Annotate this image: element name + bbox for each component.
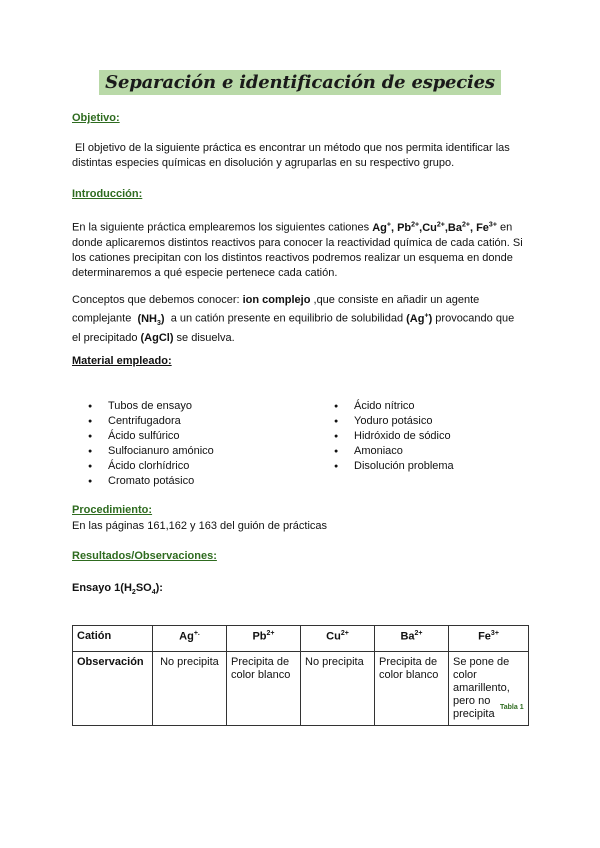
material-list-right bbox=[318, 399, 548, 474]
cation-fe-charge: 3+ bbox=[488, 221, 497, 228]
conceptos-line-2 bbox=[72, 308, 532, 331]
intro-line-2: donde aplicaremos distintos reactivos para conocer la reactividad química de cada catión. Si bbox=[72, 236, 523, 249]
row-label-observacion: Observación bbox=[73, 652, 153, 726]
list-item: ● Ácido clorhídrico bbox=[72, 459, 302, 474]
list-item: ● Yoduro potásico bbox=[318, 414, 548, 429]
objetivo-line-1: El objetivo de la siguiente práctica es encontrar un método que nos permita identificar las bbox=[72, 142, 510, 154]
conceptos-line-3-pre: el precipitado bbox=[72, 331, 141, 344]
table-caption: Tabla 1 bbox=[500, 704, 524, 711]
cation-cu-charge: 2+ bbox=[436, 221, 445, 228]
intro-line-1-pre: En la siguiente práctica emplearemos los siguientes cationes bbox=[72, 221, 373, 234]
conceptos-line-1-pre: Conceptos que debemos conocer: bbox=[72, 294, 243, 306]
cation-ag: Ag bbox=[372, 221, 387, 234]
conceptos-line-3-post: se disuelva. bbox=[173, 331, 235, 344]
header-fe-charge: 3+ bbox=[490, 630, 499, 637]
list-item: ● Tubos de ensayo bbox=[72, 399, 302, 414]
header-pb-charge: 2+ bbox=[266, 630, 275, 637]
header-fe bbox=[449, 626, 529, 652]
list-item: ● Disolución problema bbox=[318, 459, 548, 474]
material-list-left bbox=[72, 399, 302, 489]
objetivo-text bbox=[72, 141, 532, 171]
list-item: ● Amoniaco bbox=[318, 444, 548, 459]
header-ba-charge: 2+ bbox=[414, 630, 423, 637]
nh3-open: (NH bbox=[137, 312, 157, 325]
title-wrap bbox=[0, 70, 600, 95]
intro-line-4: determinaremos a qué especie pertenece cada catión. bbox=[72, 266, 338, 279]
conceptos-line-2-end: provocando que bbox=[432, 312, 515, 325]
ensayo1-sub-1: 2 bbox=[131, 589, 136, 597]
cation-ba-charge: 2+ bbox=[461, 221, 470, 228]
conceptos-line-1-post: ,que consiste en añadir un agente bbox=[310, 294, 480, 306]
ag-open: (Ag bbox=[406, 312, 425, 325]
header-cu-charge: 2+ bbox=[340, 630, 349, 637]
list-item: ● Hidróxido de sódico bbox=[318, 429, 548, 444]
cell-pb: Precipita de color blanco bbox=[227, 652, 301, 726]
resultados-heading: Resultados/Observaciones: bbox=[72, 550, 217, 562]
ag-close: ) bbox=[428, 312, 433, 325]
material-heading: Material empleado: bbox=[72, 355, 172, 367]
objetivo-heading: Objetivo: bbox=[72, 112, 120, 124]
cell-fe: Se pone de color amarillento, pero no precipita bbox=[449, 652, 529, 726]
conceptos-line-1 bbox=[72, 293, 532, 308]
table-header-row bbox=[73, 626, 529, 652]
intro-line-1 bbox=[72, 217, 532, 236]
header-ag bbox=[153, 626, 227, 652]
header-cu-symbol: Cu bbox=[326, 630, 341, 643]
cation-pb: , Pb bbox=[390, 221, 412, 234]
list-item: ● Cromato potásico bbox=[72, 474, 302, 489]
ensayo1-sub-2: 4 bbox=[151, 589, 156, 597]
objetivo-line-2: distintas especies químicas en disolución y agruparlas en su respectivo grupo. bbox=[72, 157, 455, 169]
introduccion-heading: Introducción: bbox=[72, 188, 143, 200]
intro-line-1-post: en bbox=[496, 221, 513, 234]
procedimiento-heading: Procedimiento: bbox=[72, 504, 153, 516]
ensayo1-heading-pre: Ensayo 1(H bbox=[72, 582, 132, 594]
header-cation: Catión bbox=[73, 626, 153, 652]
header-ba-symbol: Ba bbox=[400, 630, 415, 643]
procedimiento-text: En las páginas 161,162 y 163 del guión de prácticas bbox=[72, 520, 328, 532]
cation-ag-charge: + bbox=[386, 221, 391, 228]
header-pb bbox=[227, 626, 301, 652]
cell-cu: No precipita bbox=[301, 652, 375, 726]
table-row bbox=[73, 652, 529, 726]
cell-ba: Precipita de color blanco bbox=[375, 652, 449, 726]
header-ag-symbol: Ag bbox=[179, 630, 194, 643]
page-title: Separación e identificación de especies bbox=[99, 70, 501, 95]
ag-sup: + bbox=[424, 312, 429, 319]
conceptos-line-2-mid: a un catión presente en equilibrio de solubilidad bbox=[164, 312, 407, 325]
ensayo1-heading bbox=[72, 582, 163, 596]
cation-fe: , Fe bbox=[469, 221, 489, 234]
cell-ag: No precipita bbox=[153, 652, 227, 726]
nh3-sub: 3 bbox=[157, 319, 161, 327]
cation-ba: ,Ba bbox=[444, 221, 462, 234]
list-item: ● Sulfocianuro amónico bbox=[72, 444, 302, 459]
cation-pb-charge: 2+ bbox=[411, 221, 420, 228]
list-item: ● Ácido sulfúrico bbox=[72, 429, 302, 444]
results-table bbox=[72, 625, 529, 726]
agcl-term: (AgCl) bbox=[140, 331, 174, 344]
intro-line-3: los cationes precipitan con los distintos reactivos podremos realizar un esquema en donde bbox=[72, 251, 513, 264]
ion-complejo-term: ion complejo bbox=[242, 294, 311, 306]
header-ba bbox=[375, 626, 449, 652]
header-ag-charge: +. bbox=[193, 630, 200, 637]
conceptos-line-2-pre: complejante bbox=[72, 312, 138, 325]
introduccion-paragraph bbox=[72, 217, 532, 281]
header-cu bbox=[301, 626, 375, 652]
conceptos-line-3 bbox=[72, 331, 532, 346]
nh3-close: ) bbox=[160, 312, 165, 325]
list-item: ● Ácido nítrico bbox=[318, 399, 548, 414]
header-fe-symbol: Fe bbox=[478, 630, 491, 643]
conceptos-paragraph bbox=[72, 293, 532, 346]
list-item: ● Centrifugadora bbox=[72, 414, 302, 429]
ensayo1-heading-post: ): bbox=[155, 582, 163, 594]
cation-cu: ,Cu bbox=[419, 221, 437, 234]
ensayo1-heading-mid: SO bbox=[135, 582, 152, 594]
header-pb-symbol: Pb bbox=[252, 630, 267, 643]
